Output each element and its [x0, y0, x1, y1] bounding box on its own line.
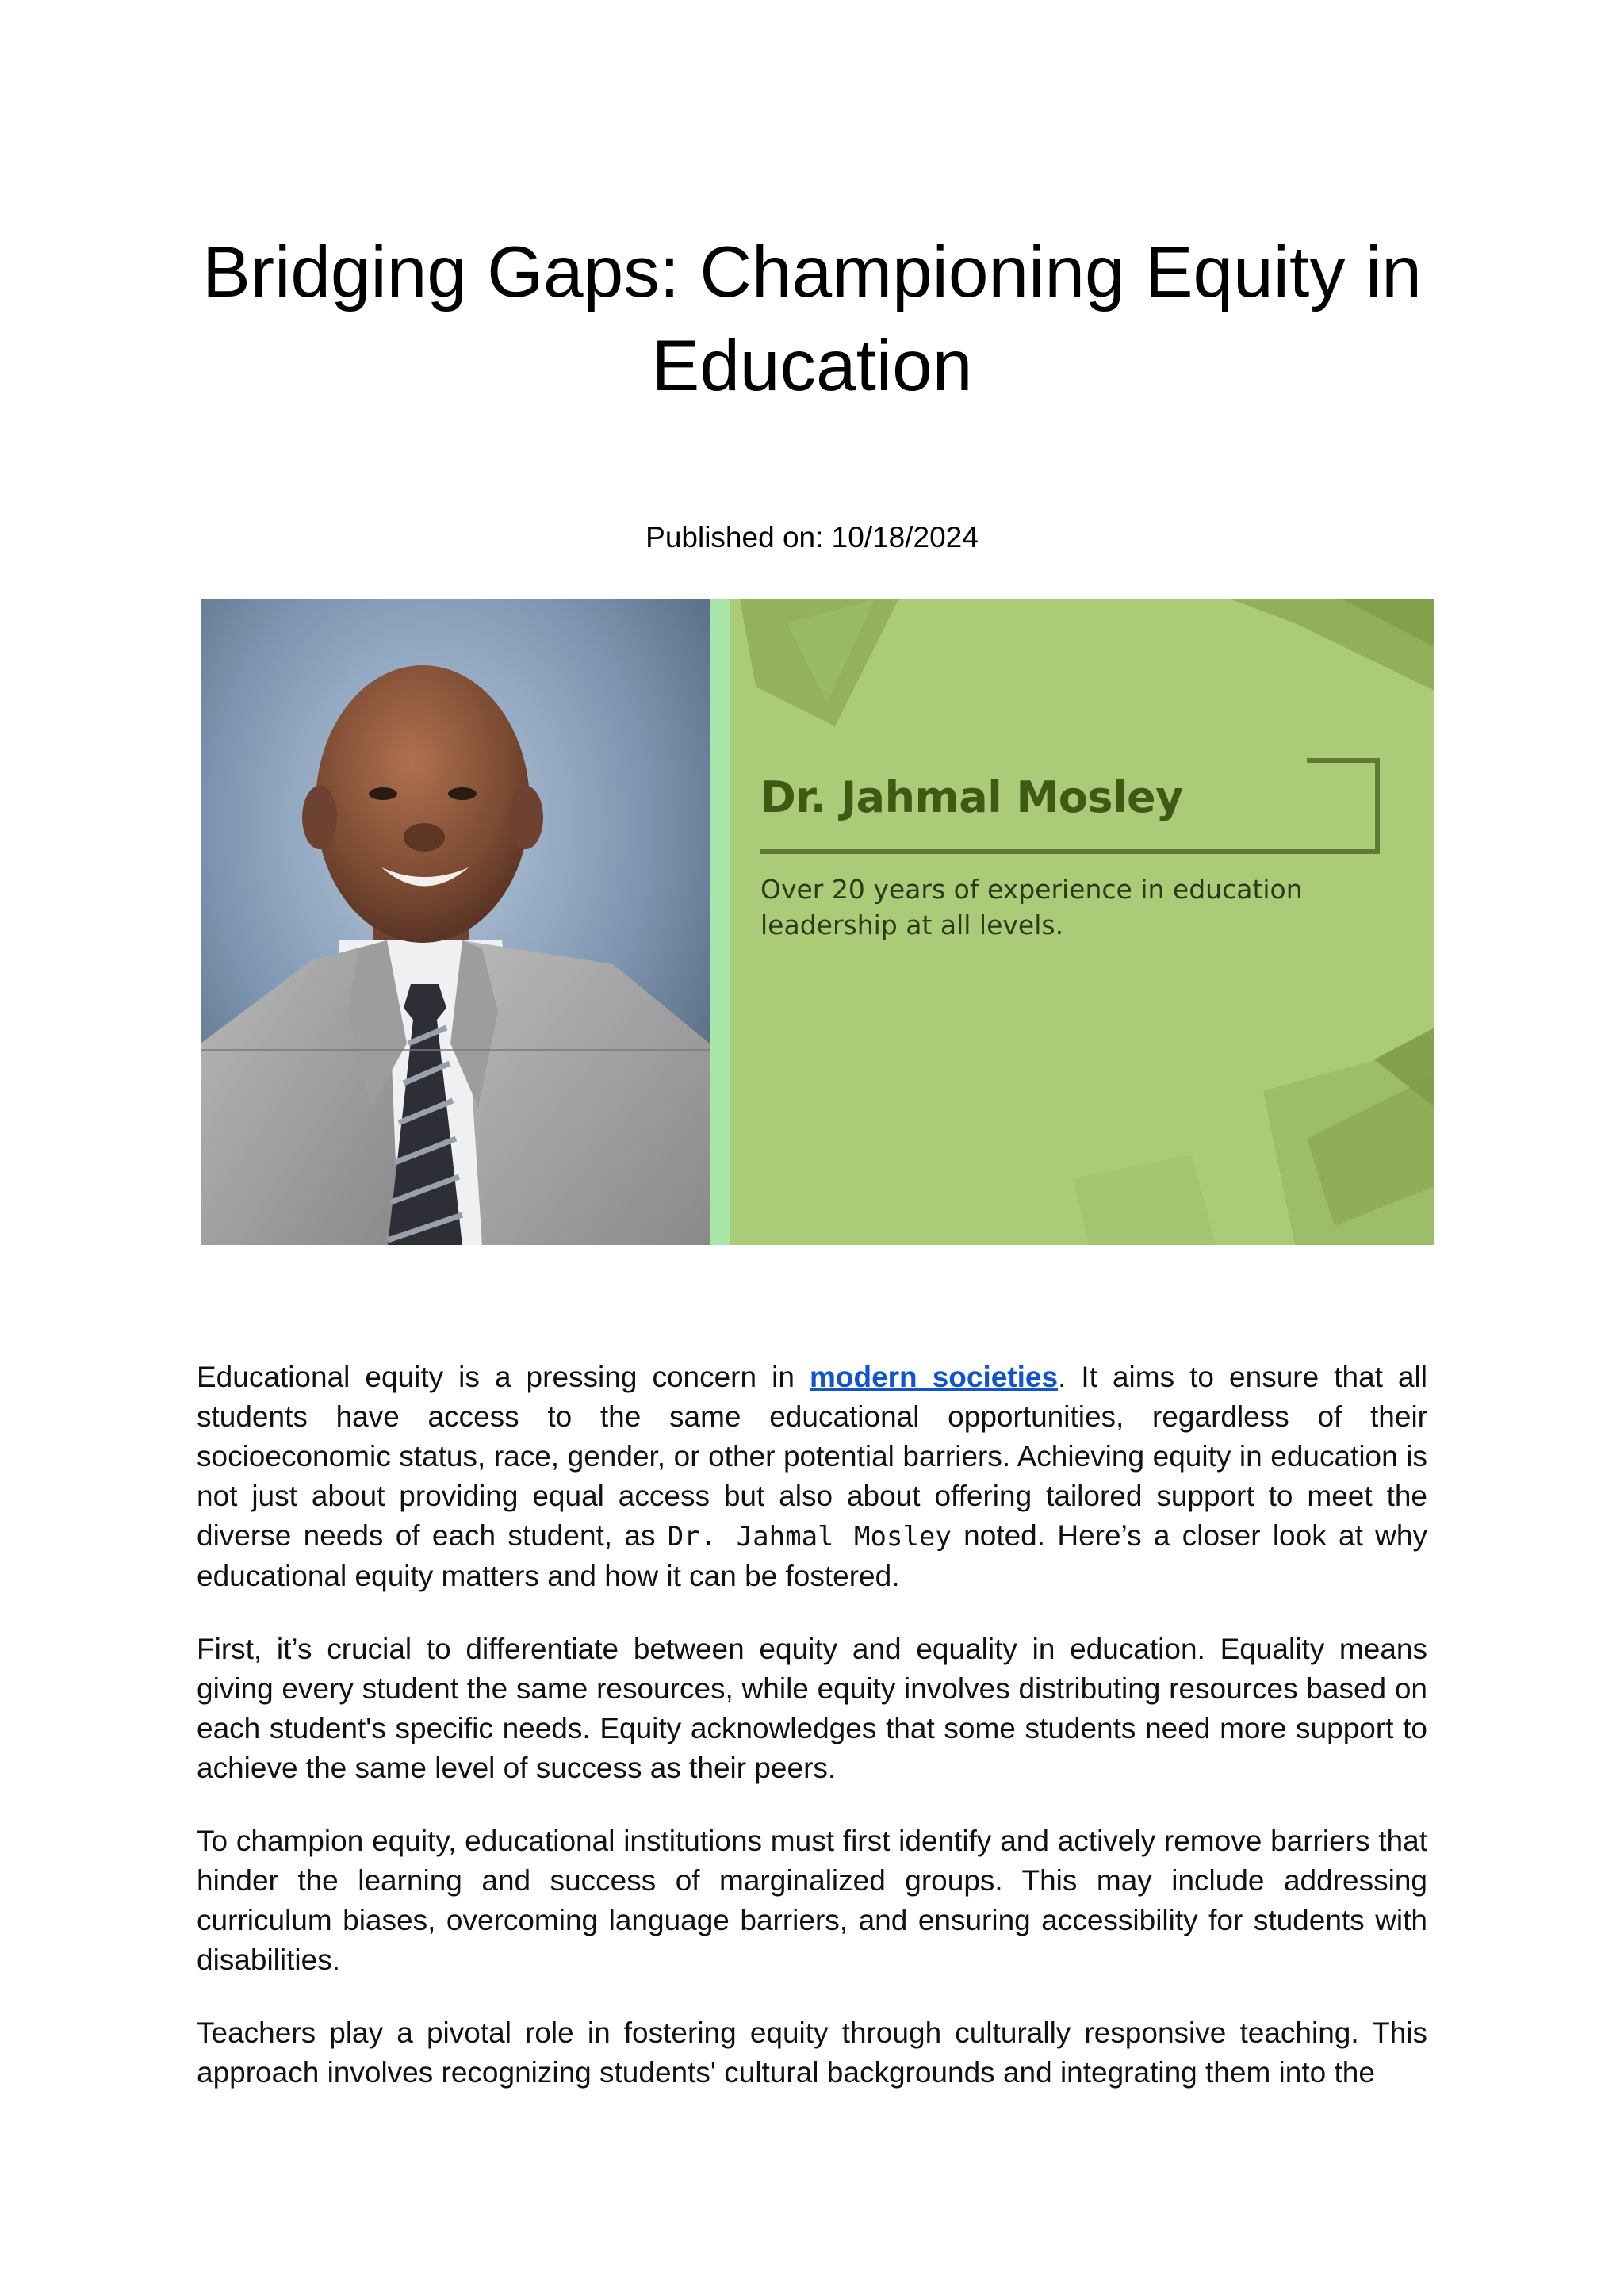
portrait-photo [201, 599, 710, 1245]
paragraph-3: To champion equity, educational institutions must first identify and actively remove barriers that hinder the learning and success of marginalized groups. This may include addressing curriculum biases, overcoming language barriers, and ensuring accessibility for students with disabilities. [197, 1825, 1427, 1976]
author-name-inline: Dr. Jahmal Mosley [667, 1521, 952, 1553]
paragraph-1-text-end: noted. Here’s a closer look at why educational equity matters and how it can be fostered. [197, 1519, 1427, 1592]
hero-banner [201, 599, 1434, 1245]
article-body [197, 1358, 1427, 2126]
accent-strip [710, 599, 730, 1245]
hero-name: Dr. Jahmal Mosley [760, 772, 1183, 822]
published-date: Published on: 10/18/2024 [645, 521, 979, 553]
page-title: Bridging Gaps: Championing Equity in Education [202, 232, 1422, 406]
paragraph-2: First, it’s crucial to differentiate between equity and equality in education. Equality means giving every student the same resources, while equity involves distributing resources based on each student's specific needs. Equity acknowledges that some students need more support to achieve the same level of success as their peers. [197, 1633, 1427, 1784]
hero-subtitle: Over 20 years of experience in education leadership at all levels. [760, 874, 1303, 940]
paragraph-4: Teachers play a pivotal role in fostering equity through culturally responsive teaching. This approach involves recognizing students' cultural backgrounds and integrating them into the [197, 2016, 1427, 2089]
paragraph-1 [197, 1358, 1427, 1596]
modern-societies-link[interactable]: modern societies [809, 1361, 1059, 1393]
paragraph-1-text-continued: . It aims to ensure that all students have access to the same educational opportunities, regardless of their socioeconomic status, race, gender, or other potential barriers. Achieving equity in education is not just about providing equal access but also about offering tailored support to meet the diverse needs of each student, as [197, 1361, 1427, 1552]
paragraph-1-text: Educational equity is a pressing concern in [197, 1361, 810, 1393]
